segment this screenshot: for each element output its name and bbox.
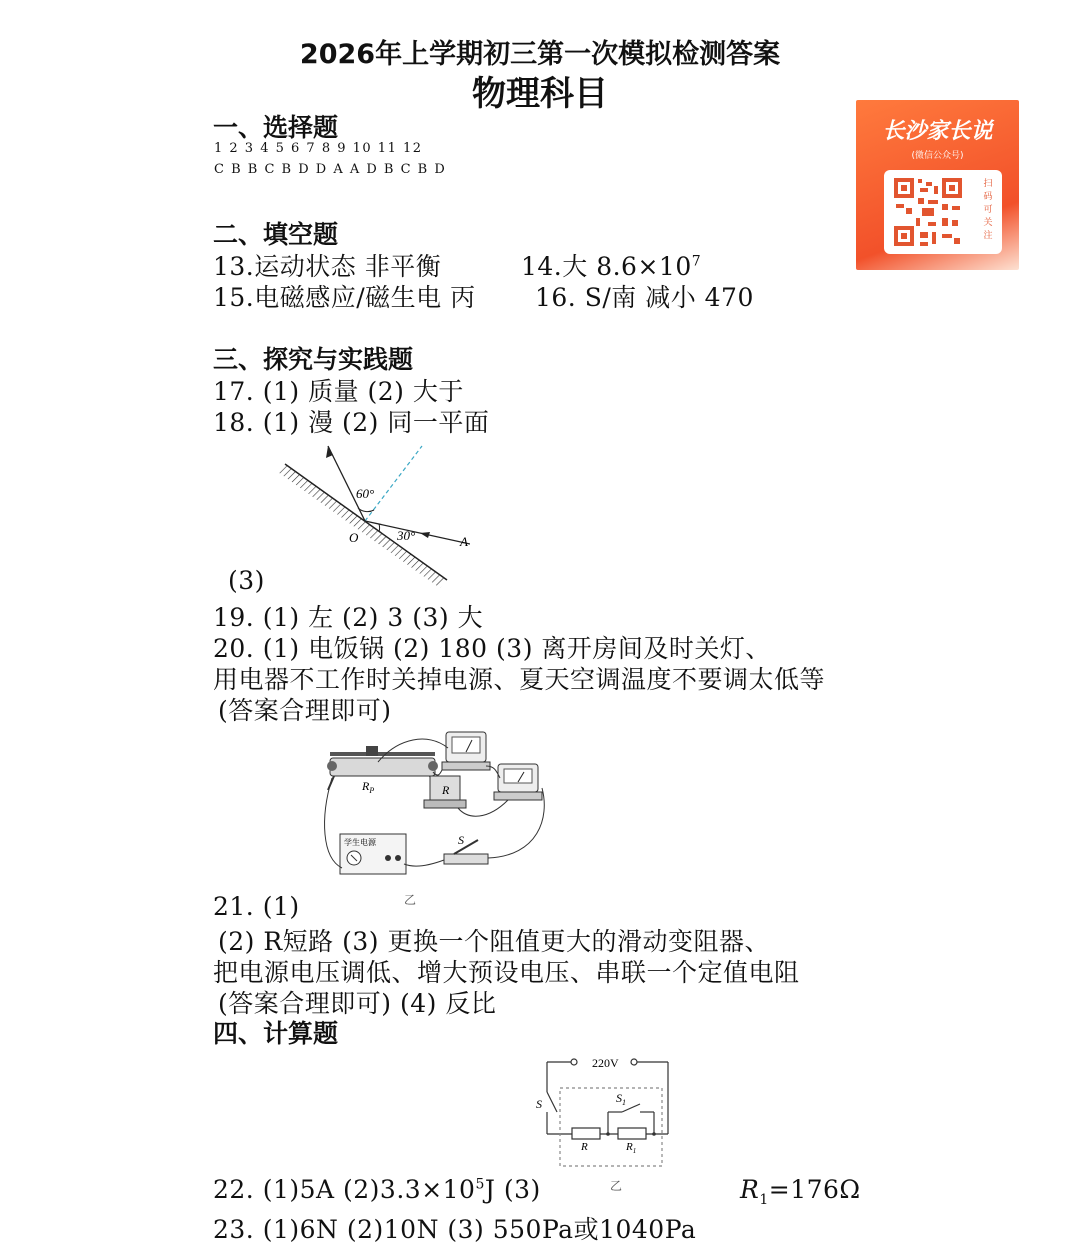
- voltmeter: [442, 732, 490, 770]
- section-fill-heading: 二、填空题: [213, 220, 339, 249]
- answer-21-line2: (2) R短路 (3) 更换一个阻值更大的滑动变阻器、: [218, 927, 770, 956]
- wechat-badge: [856, 100, 1019, 270]
- reflection-diagram: [270, 440, 470, 600]
- answer-22-r1: $R_1=176\Omega$: [740, 1175, 861, 1208]
- answer-21-line4: (答案合理即可) (4) 反比: [218, 989, 497, 1018]
- answer-21-line3: 把电源电压调低、增大预设电压、串联一个定值电阻: [213, 958, 800, 987]
- switch-s: [547, 1092, 557, 1112]
- answer-19: 19. (1) 左 (2) 3 (3) 大: [213, 603, 484, 632]
- answer-22: 22. (1)5A $(2)3.3\times 10^5J$ (3): [213, 1175, 541, 1204]
- switch-label: S: [458, 833, 464, 847]
- point-o-label: O: [349, 530, 359, 545]
- choice-numbers: 1 2 3 4 5 6 7 8 9 10 11 12: [214, 141, 423, 156]
- terminal-left: [571, 1059, 577, 1065]
- switch-s1-label: $S_1$: [616, 1091, 626, 1107]
- figure-caption-21: 乙: [404, 893, 417, 907]
- dashed-box: [560, 1088, 662, 1166]
- section-inquiry-heading: 三、探究与实践题: [213, 345, 414, 374]
- terminal-right: [631, 1059, 637, 1065]
- angle-label-top: 60°: [356, 486, 375, 501]
- answer-20-line3: (答案合理即可): [218, 696, 392, 725]
- answer-13: 13.运动状态 非平衡: [213, 252, 442, 281]
- switch-s-label: S: [536, 1097, 542, 1111]
- resistor-label: R: [442, 783, 450, 797]
- answer-21-line1: 21. (1): [213, 892, 300, 921]
- switch: [444, 840, 488, 864]
- section-calc-heading: 四、计算题: [213, 1019, 339, 1048]
- resistor-r: [572, 1128, 600, 1139]
- qr-code-icon: [892, 176, 964, 248]
- badge-name: 长沙家长说: [882, 119, 993, 144]
- qr-card: [884, 170, 1002, 254]
- page-subtitle: 物理科目: [472, 74, 608, 114]
- choice-answers: C B B C B D D A A D B C B D: [214, 162, 447, 177]
- answer-16: 16. S/南 减小 470: [535, 283, 754, 312]
- rheostat-label: $R_P$: [362, 779, 375, 795]
- answer-14: 14.大 $8.6\times 10^7$: [521, 252, 702, 281]
- point-a-label: A: [460, 534, 468, 549]
- answer-18: 18. (1) 漫 (2) 同一平面: [213, 408, 490, 437]
- ammeter: [494, 764, 542, 800]
- mirror-hatch: [278, 464, 447, 588]
- resistor-r1: [618, 1128, 646, 1139]
- page-title: 2026年上学期初三第一次模拟检测答案: [299, 39, 781, 70]
- incident-arrow: [420, 532, 430, 538]
- figure-caption-22: 乙: [610, 1179, 623, 1193]
- resistor-r-label: R: [581, 1141, 588, 1153]
- resistor-r1-label: $R_1$: [626, 1141, 637, 1155]
- answer-15: 15.电磁感应/磁生电 丙: [213, 283, 476, 312]
- answer-23: 23. (1)6N (2)10N (3) 550Pa或1040Pa: [213, 1215, 697, 1244]
- section-choice-heading: 一、选择题: [213, 113, 339, 142]
- angle-label-bottom: 30°: [397, 528, 416, 543]
- rheostat: [327, 746, 438, 790]
- voltage-label: 220V: [592, 1056, 619, 1070]
- answer-17: 17. (1) 质量 (2) 大于: [213, 377, 464, 406]
- circuit-apparatus-figure: [318, 728, 554, 908]
- power-supply-label: 学生电源: [344, 838, 376, 847]
- answer-20-line2: 用电器不工作时关掉电源、夏天空调温度不要调太低等: [213, 665, 826, 694]
- angle-arc-bottom: [379, 524, 380, 532]
- scan-hint: 扫 码 可 关 注: [983, 179, 993, 241]
- mirror-line: [285, 464, 447, 580]
- answer-18-part3: (3): [228, 566, 265, 595]
- answer-20-line1: 20. (1) 电饭锅 (2) 180 (3) 离开房间及时关灯、: [213, 634, 771, 663]
- badge-subtitle: (微信公众号): [911, 151, 964, 161]
- circuit-schematic: [530, 1050, 680, 1200]
